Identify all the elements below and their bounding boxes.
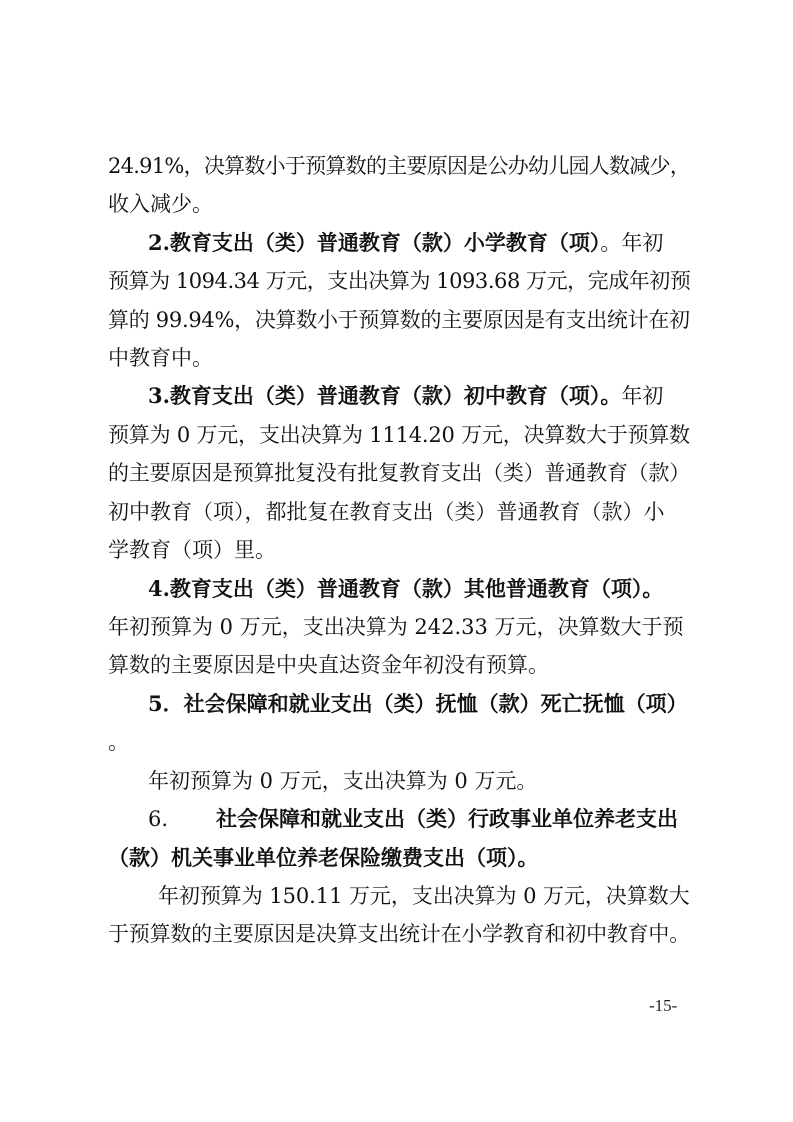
item2-line2: 预算为 1094.34 万元，支出决算为 1093.68 万元，完成年初预 [108, 269, 691, 293]
item6-heading-line1: 社会保障和就业支出（类）行政事业单位养老支出 [216, 806, 678, 831]
item3-line3: 的主要原因是预算批复没有批复教育支出（类）普通教育（款） [108, 461, 690, 485]
item2-heading: 2.教育支出（类）普通教育（款）小学教育（项） [148, 230, 601, 255]
item3-line4: 初中教育（项），都批复在教育支出（类）普通教育（款）小 [108, 500, 665, 524]
item3-heading: 3.教育支出（类）普通教育（款）初中教育（项）。 [148, 383, 622, 408]
item6-line1: 年初预算为 150.11 万元，支出决算为 0 万元，决算数大 [158, 884, 690, 908]
item4-line3: 算数的主要原因是中央直达资金年初没有预算。 [108, 653, 549, 677]
item2-heading-end: 。 [600, 231, 622, 255]
item3-line1-rest: 年初 [621, 384, 664, 408]
item6-line2: 于预算数的主要原因是决算支出统计在小学教育和初中教育中。 [108, 922, 690, 946]
item6-heading-line2: （款）机关事业单位养老保险缴费支出（项）。 [108, 845, 539, 870]
item5-body: 年初预算为 0 万元，支出决算为 0 万元。 [148, 769, 538, 793]
item3-line2: 预算为 0 万元，支出决算为 1114.20 万元，决算数大于预算数 [108, 423, 690, 447]
item5-heading: 5．社会保障和就业支出（类）抚恤（款）死亡抚恤（项） [148, 691, 688, 716]
item2-line1-rest: 年初 [621, 231, 664, 255]
item2-line4: 中教育中。 [108, 346, 213, 370]
item2-line3: 算的 99.94%，决算数小于预算数的主要原因是有支出统计在初 [108, 308, 690, 332]
item4-line2: 年初预算为 0 万元，支出决算为 242.33 万元，决算数大于预 [108, 615, 684, 639]
item2-line1 [148, 228, 663, 258]
page-number: -15- [649, 996, 678, 1015]
item3-line5: 学教育（项）里。 [108, 538, 276, 562]
item3-line1 [148, 381, 663, 411]
item1-line2: 收入减少。 [108, 192, 213, 216]
item5-heading-end: 。 [108, 730, 129, 754]
item1-line1: 24.91%，决算数小于预算数的主要原因是公办幼儿园人数减少， [108, 154, 691, 178]
item6-number: 6. [148, 807, 169, 831]
item4-heading: 4.教育支出（类）普通教育（款）其他普通教育（项）。 [148, 576, 664, 601]
